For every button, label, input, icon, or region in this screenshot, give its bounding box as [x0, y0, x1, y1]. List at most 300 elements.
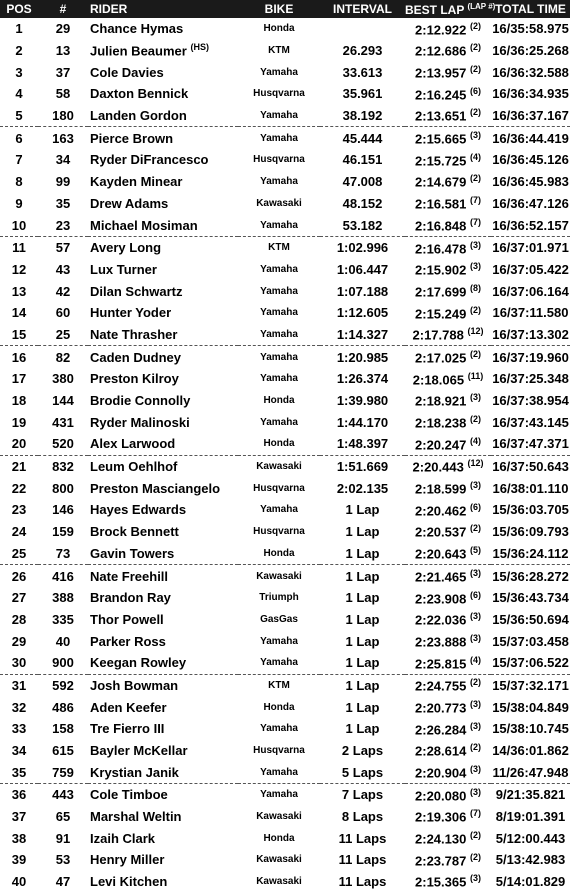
- cell-total-time: 16/37:19.960: [492, 349, 569, 365]
- best-lap-time: 2:23.787: [415, 853, 467, 869]
- table-row: [0, 871, 570, 893]
- table-row: [0, 849, 570, 871]
- cell-number: 35: [55, 195, 71, 211]
- cell-best-lap: [405, 499, 491, 521]
- cell-total-time: 16/36:52.157: [491, 214, 570, 236]
- cell-pos: 38: [11, 830, 27, 846]
- cell-bike: Honda: [238, 433, 320, 455]
- cell-total-time: 16/38:01.110: [492, 480, 569, 496]
- cell-rider: [88, 236, 238, 258]
- cell-pos: 28: [11, 611, 27, 627]
- cell-interval: 2 Laps: [341, 743, 384, 759]
- best-lap-number: (3): [469, 480, 481, 491]
- rider-name: Landen Gordon: [90, 108, 187, 124]
- cell-pos: 8: [15, 174, 23, 190]
- rider-name: Drew Adams: [90, 195, 169, 211]
- cell-pos: 24: [11, 524, 27, 540]
- rider-name: Izaih Clark: [90, 830, 156, 846]
- cell-interval: 5 Laps: [320, 761, 405, 783]
- cell-rider: [88, 433, 238, 455]
- cell-total-time: 15/36:09.793: [492, 524, 569, 540]
- cell-interval: 1:14.327: [320, 324, 405, 346]
- rider-name: Brock Bennett: [90, 524, 179, 540]
- cell-best-lap: [405, 40, 491, 62]
- best-lap-number: (3): [469, 698, 481, 709]
- cell-best-lap: [405, 740, 491, 762]
- cell-pos: 25: [0, 543, 38, 565]
- cell-best-lap: [405, 849, 491, 871]
- cell-number: 180: [38, 105, 88, 127]
- best-lap-time: 2:17.699: [415, 284, 467, 300]
- cell-best-lap: [405, 477, 491, 499]
- best-lap-number: (2): [469, 20, 481, 31]
- best-lap-number: (3): [469, 611, 481, 622]
- cell-rider: [88, 171, 238, 193]
- cell-interval: 8 Laps: [341, 809, 384, 825]
- best-lap-number: (12): [467, 326, 484, 337]
- cell-best-lap: [405, 390, 491, 412]
- best-lap-number: (3): [469, 786, 481, 797]
- cell-interval: 38.192: [320, 105, 405, 127]
- best-lap-number: (3): [469, 764, 481, 775]
- cell-best-lap: [405, 105, 491, 127]
- cell-bike: Yamaha: [238, 105, 320, 127]
- cell-bike: Honda: [263, 701, 295, 713]
- cell-pos: 34: [11, 743, 27, 759]
- cell-interval: 11 Laps: [338, 852, 387, 868]
- cell-pos: 12: [11, 261, 27, 277]
- cell-interval: 26.293: [342, 43, 383, 59]
- table-row: [0, 521, 570, 543]
- cell-interval: 1:51.669: [336, 459, 389, 475]
- best-lap-number: (6): [469, 589, 481, 600]
- table-row: [0, 149, 570, 171]
- best-lap-number: (4): [469, 654, 481, 665]
- cell-pos: 15: [0, 324, 38, 346]
- header-interval: INTERVAL: [320, 0, 405, 18]
- cell-number: 65: [55, 809, 71, 825]
- cell-best-lap: [405, 18, 491, 40]
- best-lap-time: 2:15.249: [415, 305, 467, 321]
- cell-total-time: 15/37:03.458: [492, 633, 569, 649]
- cell-number: 800: [52, 480, 74, 496]
- cell-rider: [88, 280, 238, 302]
- cell-interval: 1:44.170: [336, 414, 389, 430]
- cell-total-time: 16/36:32.588: [492, 64, 569, 80]
- cell-number: 47: [55, 874, 71, 890]
- cell-interval: 1:12.605: [336, 305, 389, 321]
- best-lap-number: (3): [469, 261, 481, 272]
- cell-rider: [88, 324, 238, 346]
- cell-interval: 1:26.374: [336, 371, 389, 387]
- cell-number: 158: [52, 721, 74, 737]
- best-lap-time: 2:23.888: [415, 634, 467, 650]
- best-lap-number: (3): [469, 392, 481, 403]
- cell-pos: 22: [11, 480, 27, 496]
- cell-number: 416: [52, 568, 74, 584]
- cell-interval: 1 Lap: [345, 502, 380, 518]
- header-rider: RIDER: [88, 0, 238, 18]
- cell-bike: Yamaha: [238, 652, 320, 674]
- cell-pos: 31: [11, 677, 27, 693]
- table-row: [0, 477, 570, 499]
- best-lap-time: 2:16.245: [415, 87, 467, 103]
- table-row: [0, 193, 570, 215]
- cell-best-lap: [405, 259, 491, 281]
- cell-number: 34: [55, 152, 71, 168]
- cell-bike: Yamaha: [238, 324, 320, 346]
- cell-bike: KTM: [268, 679, 290, 691]
- cell-interval: 1:07.188: [336, 283, 389, 299]
- cell-total-time: 8/19:01.391: [495, 809, 566, 825]
- cell-best-lap: [405, 652, 491, 674]
- best-lap-number: (3): [469, 239, 481, 250]
- cell-rider: [88, 674, 238, 696]
- cell-number: 43: [55, 261, 71, 277]
- table-row: [0, 346, 570, 368]
- cell-bike: Husqvarna: [253, 482, 305, 494]
- cell-bike: Honda: [263, 23, 295, 35]
- best-lap-time: 2:16.478: [415, 240, 467, 256]
- cell-bike: Yamaha: [260, 176, 298, 188]
- best-lap-number: (3): [469, 720, 481, 731]
- cell-number: 380: [52, 371, 74, 387]
- header-best-lap: [405, 0, 496, 18]
- table-row: [0, 214, 570, 236]
- cell-rider: [88, 652, 238, 674]
- rider-name: Krystian Janik: [90, 764, 179, 780]
- cell-best-lap: [405, 433, 491, 455]
- best-lap-time: 2:15.725: [415, 153, 467, 169]
- table-row: [0, 587, 570, 609]
- table-row: [0, 324, 570, 346]
- cell-rider: [88, 390, 238, 412]
- cell-interval: 1 Lap: [320, 652, 405, 674]
- cell-number: 91: [55, 830, 71, 846]
- cell-interval: 11 Laps: [338, 830, 387, 846]
- table-row: [0, 674, 570, 696]
- cell-interval: 1 Lap: [345, 568, 380, 584]
- rider-name: Avery Long: [90, 240, 162, 256]
- best-lap-number: (6): [469, 501, 481, 512]
- best-lap-time: 2:20.080: [415, 788, 467, 804]
- cell-number: 144: [52, 393, 74, 409]
- rider-name: Henry Miller: [90, 852, 165, 868]
- table-row: [0, 455, 570, 477]
- table-row: [0, 630, 570, 652]
- table-row: [0, 236, 570, 258]
- cell-bike: Yamaha: [260, 723, 298, 735]
- best-lap-time: 2:13.957: [415, 65, 467, 81]
- rider-name: Alex Larwood: [90, 436, 176, 452]
- table-row: [0, 302, 570, 324]
- rider-name: Parker Ross: [90, 633, 166, 649]
- cell-bike: Triumph: [259, 592, 299, 604]
- cell-interval: 47.008: [342, 174, 383, 190]
- table-row: [0, 806, 570, 828]
- cell-total-time: 11/26:47.948: [491, 761, 570, 783]
- cell-best-lap: [405, 171, 491, 193]
- cell-interval: 48.152: [342, 195, 383, 211]
- cell-number: 53: [55, 852, 71, 868]
- cell-interval: 2:02.135: [336, 480, 389, 496]
- cell-total-time: 15/37:32.171: [492, 677, 569, 693]
- cell-number: 759: [38, 761, 88, 783]
- cell-pos: 1: [15, 21, 23, 37]
- cell-best-lap: [405, 761, 491, 783]
- header-best-lap-sup: (LAP #): [467, 1, 496, 11]
- cell-total-time: 16/37:01.971: [492, 240, 569, 256]
- best-lap-time: 2:20.643: [415, 546, 467, 562]
- rider-name: Levi Kitchen: [90, 874, 168, 890]
- cell-number: 60: [55, 305, 71, 321]
- cell-rider: [88, 587, 238, 609]
- header-best-lap-label: BEST LAP: [405, 2, 465, 17]
- best-lap-time: 2:20.443: [412, 459, 464, 475]
- cell-rider: [88, 105, 238, 127]
- cell-bike: Yamaha: [260, 66, 298, 78]
- cell-interval: 1 Lap: [345, 721, 380, 737]
- cell-pos: 6: [15, 130, 23, 146]
- rider-name: Hayes Edwards: [90, 502, 187, 518]
- best-lap-time: 2:18.065: [412, 372, 465, 387]
- cell-number: 13: [55, 43, 71, 59]
- cell-number: 73: [38, 543, 88, 565]
- cell-total-time: 16/37:05.422: [492, 261, 569, 277]
- cell-bike: KTM: [268, 242, 290, 254]
- cell-number: 615: [52, 743, 74, 759]
- cell-interval: 1 Lap: [345, 633, 380, 649]
- cell-best-lap: [405, 302, 491, 324]
- cell-number: 58: [55, 86, 71, 102]
- cell-rider: [88, 806, 238, 828]
- best-lap-number: (2): [469, 173, 481, 184]
- rider-name: Hunter Yoder: [90, 305, 172, 321]
- cell-number: 37: [55, 64, 71, 80]
- best-lap-time: 2:23.908: [415, 590, 467, 606]
- cell-total-time: 15/36:43.734: [492, 590, 569, 606]
- best-lap-time: 2:25.815: [415, 655, 467, 671]
- cell-rider: [88, 368, 238, 390]
- best-lap-time: 2:17.788: [412, 327, 464, 343]
- cell-best-lap: [405, 127, 491, 149]
- cell-best-lap: [405, 871, 491, 893]
- cell-pos: 18: [11, 393, 27, 409]
- cell-total-time: 16/36:34.935: [492, 86, 569, 102]
- rider-name: Dilan Schwartz: [90, 283, 183, 299]
- table-row: [0, 83, 570, 105]
- cell-pos: 29: [11, 633, 27, 649]
- cell-best-lap: [405, 521, 491, 543]
- rider-name: Keegan Rowley: [90, 655, 187, 671]
- best-lap-time: 2:28.614: [415, 743, 467, 759]
- rider-tag: (HS): [190, 42, 209, 53]
- cell-rider: [88, 761, 238, 783]
- cell-bike: Yamaha: [260, 504, 298, 516]
- cell-number: 486: [52, 699, 74, 715]
- best-lap-time: 2:12.686: [415, 43, 467, 59]
- best-lap-number: (8): [469, 282, 481, 293]
- header-bike: BIKE: [238, 0, 320, 18]
- cell-best-lap: [405, 609, 491, 631]
- cell-pos: 4: [15, 86, 23, 102]
- cell-interval: 1 Lap: [345, 590, 380, 606]
- cell-rider: [88, 411, 238, 433]
- cell-bike: Husqvarna: [253, 88, 305, 100]
- cell-number: 42: [55, 283, 71, 299]
- rider-name: Leum Oehlhof: [90, 459, 178, 475]
- cell-interval: 33.613: [342, 64, 383, 80]
- cell-total-time: 16/35:58.975: [492, 21, 569, 37]
- cell-best-lap: [405, 455, 491, 477]
- cell-total-time: 15/36:50.694: [492, 611, 569, 627]
- cell-pos: 26: [11, 568, 27, 584]
- cell-pos: 30: [0, 652, 38, 674]
- cell-best-lap: [405, 630, 491, 652]
- best-lap-number: (5): [469, 545, 481, 556]
- header-total-time: TOTAL TIME: [491, 0, 570, 18]
- cell-number: 25: [38, 324, 88, 346]
- cell-number: 57: [55, 240, 71, 256]
- cell-bike: Husqvarna: [253, 526, 305, 538]
- cell-rider: [88, 302, 238, 324]
- best-lap-number: (2): [469, 42, 481, 53]
- cell-pos: 37: [11, 809, 27, 825]
- results-body: [0, 18, 570, 893]
- cell-best-lap: [405, 83, 491, 105]
- cell-bike: KTM: [268, 45, 290, 57]
- best-lap-time: 2:26.284: [415, 722, 467, 737]
- best-lap-number: (2): [469, 304, 481, 315]
- cell-pos: 2: [15, 43, 23, 59]
- rider-name: Preston Masciangelo: [90, 480, 221, 496]
- cell-pos: 10: [0, 214, 38, 236]
- cell-interval: 46.151: [342, 152, 383, 168]
- best-lap-number: (2): [469, 851, 481, 862]
- cell-rider: [88, 18, 238, 40]
- cell-rider: [88, 193, 238, 215]
- cell-best-lap: [405, 324, 491, 346]
- cell-pos: 17: [11, 371, 27, 387]
- cell-interval: 1:02.996: [336, 240, 389, 256]
- table-row: [0, 259, 570, 281]
- cell-number: 520: [38, 433, 88, 455]
- cell-rider: [88, 521, 238, 543]
- cell-total-time: 16/37:47.371: [491, 433, 570, 455]
- cell-number: 592: [52, 677, 74, 693]
- best-lap-time: 2:18.921: [415, 393, 467, 409]
- cell-pos: 23: [11, 502, 27, 518]
- table-row: [0, 565, 570, 587]
- cell-interval: 1 Lap: [345, 524, 380, 540]
- rider-name: Marshal Weltin: [90, 809, 182, 825]
- cell-number: 388: [52, 590, 74, 606]
- cell-best-lap: [405, 565, 491, 587]
- cell-bike: Yamaha: [260, 351, 298, 363]
- cell-total-time: 15/36:28.272: [492, 568, 569, 584]
- table-row: [0, 827, 570, 849]
- best-lap-time: 2:15.665: [415, 131, 467, 147]
- cell-bike: Honda: [263, 832, 295, 844]
- cell-rider: [88, 543, 238, 565]
- best-lap-number: (6): [469, 85, 481, 96]
- cell-best-lap: [405, 193, 491, 215]
- cell-interval: 1:39.980: [336, 393, 389, 409]
- rider-name: Bayler McKellar: [90, 743, 188, 759]
- cell-pos: 9: [15, 195, 23, 211]
- cell-best-lap: [405, 806, 491, 828]
- rider-name: Preston Kilroy: [90, 371, 179, 387]
- cell-interval: 1 Lap: [345, 611, 380, 627]
- best-lap-time: 2:20.537: [415, 524, 467, 540]
- cell-number: 163: [52, 130, 74, 146]
- best-lap-number: (2): [469, 348, 481, 359]
- cell-total-time: 9/21:35.821: [495, 787, 566, 803]
- cell-best-lap: [405, 236, 491, 258]
- cell-best-lap: [405, 149, 491, 171]
- best-lap-time: 2:14.679: [415, 174, 467, 190]
- cell-number: 23: [38, 214, 88, 236]
- cell-interval: 1 Lap: [345, 699, 380, 715]
- rider-name: Ryder DiFrancesco: [90, 152, 209, 168]
- best-lap-number: (2): [469, 677, 481, 688]
- cell-total-time: 16/37:11.580: [492, 305, 569, 321]
- rider-name: Josh Bowman: [90, 677, 179, 693]
- cell-rider: [88, 61, 238, 83]
- cell-total-time: 16/36:44.419: [492, 130, 569, 146]
- cell-number: 832: [52, 459, 74, 475]
- cell-rider: [88, 740, 238, 762]
- cell-number: 159: [52, 524, 74, 540]
- cell-pos: 20: [0, 433, 38, 455]
- cell-best-lap: [405, 346, 491, 368]
- cell-pos: 32: [11, 699, 27, 715]
- best-lap-time: 2:18.599: [415, 481, 467, 497]
- best-lap-time: 2:21.465: [415, 569, 467, 585]
- cell-rider: [88, 455, 238, 477]
- cell-number: 431: [52, 414, 74, 430]
- best-lap-time: 2:20.462: [415, 503, 467, 519]
- rider-name: Kayden Minear: [90, 174, 183, 190]
- cell-bike: Yamaha: [260, 635, 298, 647]
- best-lap-time: 2:17.025: [415, 350, 467, 366]
- best-lap-number: (12): [467, 458, 484, 469]
- cell-bike: Yamaha: [238, 761, 320, 783]
- cell-rider: [88, 696, 238, 718]
- cell-total-time: 16/37:25.348: [492, 371, 569, 387]
- rider-name: Caden Dudney: [90, 349, 182, 365]
- header-pos: POS: [0, 0, 38, 18]
- rider-name: Nate Freehill: [90, 568, 169, 584]
- best-lap-time: 2:18.238: [415, 415, 467, 431]
- table-row: [0, 740, 570, 762]
- cell-best-lap: [405, 827, 491, 849]
- cell-best-lap: [405, 674, 491, 696]
- best-lap-time: 2:15.902: [415, 262, 467, 278]
- cell-number: 82: [55, 349, 71, 365]
- table-row: [0, 761, 570, 783]
- cell-pos: 27: [11, 590, 27, 606]
- table-row: [0, 718, 570, 740]
- cell-number: 40: [55, 633, 71, 649]
- cell-rider: [88, 499, 238, 521]
- rider-name: Thor Powell: [90, 611, 164, 627]
- cell-bike: Yamaha: [260, 416, 298, 428]
- cell-best-lap: [405, 61, 491, 83]
- cell-bike: Kawasaki: [256, 811, 302, 823]
- cell-bike: Husqvarna: [253, 154, 305, 166]
- table-row: [0, 433, 570, 455]
